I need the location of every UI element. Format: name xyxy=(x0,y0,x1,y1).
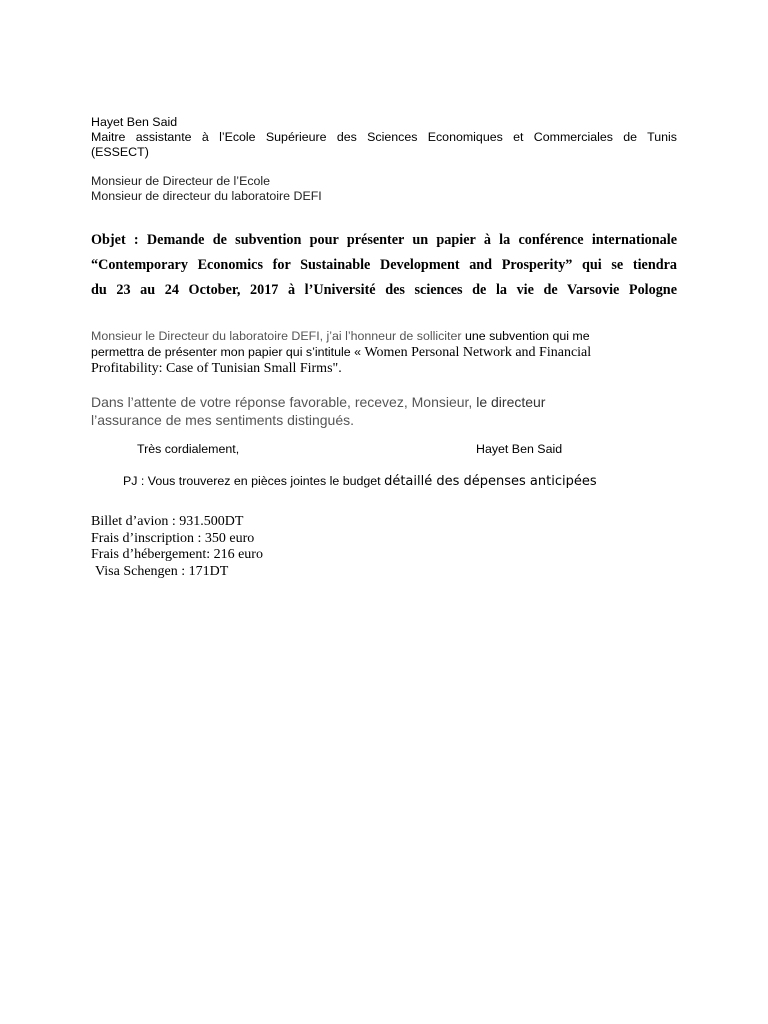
subject-block xyxy=(91,228,677,303)
body-line xyxy=(91,344,677,361)
budget-item: Visa Schengen : 171DT xyxy=(95,563,229,579)
paper-title-cont: Profitability: Case of Tunisian Small Firms". xyxy=(91,361,342,376)
closing-line xyxy=(91,393,651,411)
sender-title-abbrev: (ESSECT) xyxy=(91,145,149,159)
recipients-block xyxy=(91,174,677,204)
budget-item: Frais d’hébergement: 216 euro xyxy=(91,547,263,562)
attachment-text: PJ : Vous trouverez en pièces jointes le budget xyxy=(123,474,385,488)
signoff-greeting: Très cordialement, xyxy=(137,442,240,456)
sender-title: Maitre assistante à l’Ecole Supérieure des Sciences Economiques et Commerciales de Tunis xyxy=(91,130,677,144)
budget-item: Frais d’inscription : 350 euro xyxy=(91,530,255,546)
body-line xyxy=(91,328,677,344)
recipient-line: Monsieur de directeur du laboratoire DEFI xyxy=(91,189,322,203)
sender-block xyxy=(91,115,677,160)
paper-title: Women Personal Network and Financial xyxy=(364,345,592,360)
subject-line: “Contemporary Economics for Sustainable Development and Prosperity” qui se tiendra xyxy=(91,257,677,273)
sender-name: Hayet Ben Said xyxy=(91,115,178,129)
body-text: Monsieur le Directeur du laboratoire DEFI, j’ai l’honneur de solliciter xyxy=(91,329,462,343)
subject-line: Objet : Demande de subvention pour présenter un papier à la conférence internationale xyxy=(91,232,677,248)
body-text: permettra de présenter mon papier qui s’intitule « xyxy=(91,345,365,359)
closing-paragraph xyxy=(91,393,651,429)
subject-line: du 23 au 24 October, 2017 à l’Université des sciences de la vie de Varsovie Pologne xyxy=(91,282,677,298)
attachment-text: détaillé des dépenses anticipées xyxy=(384,474,597,489)
attachment-note xyxy=(123,474,683,489)
recipient-line: Monsieur de Directeur de l’Ecole xyxy=(91,174,271,188)
budget-item: Billet d’avion : 931.500DT xyxy=(91,514,244,529)
body-text: une subvention qui me xyxy=(461,329,590,343)
signoff-signature: Hayet Ben Said xyxy=(476,442,563,456)
closing-text: le directeur xyxy=(476,394,546,410)
closing-text: Dans l’attente de votre réponse favorable, recevez, Monsieur, xyxy=(91,394,477,410)
closing-line: l’assurance de mes sentiments distingués. xyxy=(91,412,355,428)
body-paragraph xyxy=(91,328,677,377)
budget-list xyxy=(91,514,263,580)
